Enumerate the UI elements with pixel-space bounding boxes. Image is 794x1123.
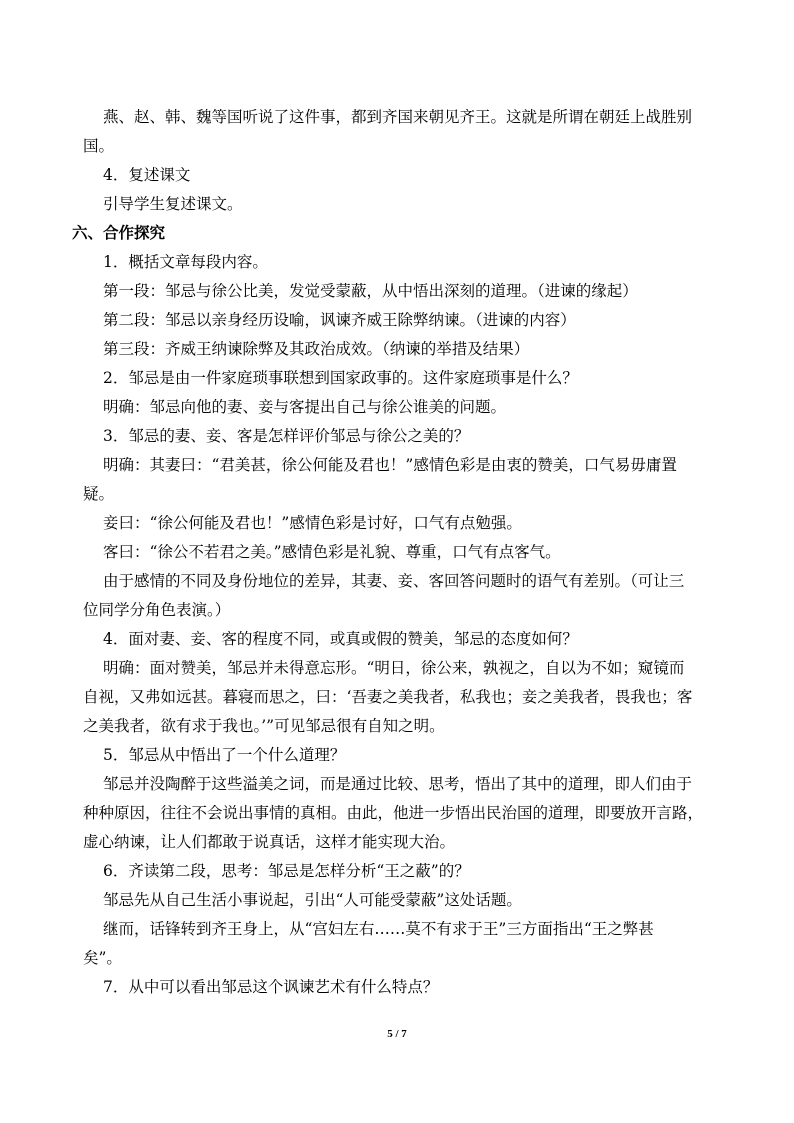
section-heading: 六、合作探究 bbox=[72, 223, 166, 242]
text-line: 位同学分角色表演。） bbox=[83, 601, 231, 619]
text-line: 燕、赵、韩、魏等国听说了这件事，都到齐国来朝见齐王。这就是所谓在朝廷上战胜别 bbox=[103, 108, 693, 126]
text-line: 1．概括文章每段内容。 bbox=[103, 253, 268, 271]
text-line: 明确：面对赞美，邹忌并未得意忘形。“明日，徐公来，孰视之，自以为不如；窥镜而 bbox=[103, 659, 685, 677]
text-line: 明确：其妻曰：“君美甚，徐公何能及君也！”感情色彩是由衷的赞美，口气易毋庸置 bbox=[103, 456, 677, 474]
text-line: 之美我者，欲有求于我也。’”可见邹忌很有自知之明。 bbox=[83, 717, 445, 735]
text-line: 5．邹忌从中悟出了一个什么道理？ bbox=[103, 746, 346, 764]
text-line: 7．从中可以看出邹忌这个讽谏艺术有什么特点？ bbox=[103, 978, 439, 996]
text-line: 2．邹忌是由一件家庭琐事联想到国家政事的。这件家庭琐事是什么？ bbox=[103, 369, 578, 387]
text-line: 客曰：“徐公不若君之美。”感情色彩是礼貌、尊重，口气有点客气。 bbox=[103, 543, 561, 561]
text-line: 邹忌先从自己生活小事说起，引出“人可能受蒙蔽”这处话题。 bbox=[103, 891, 522, 909]
text-line: 第二段：邹忌以亲身经历设喻，讽谏齐威王除弊纳谏。（进谏的内容） bbox=[103, 311, 576, 329]
text-line: 自视，又弗如远甚。暮寝而思之，曰：‘吾妻之美我者，私我也；妾之美我者，畏我也；客 bbox=[83, 688, 693, 706]
text-line: 由于感情的不同及身份地位的差异，其妻、妾、客回答问题时的语气有差别。（可让三 bbox=[103, 572, 685, 590]
text-line: 矣”。 bbox=[83, 949, 122, 967]
text-line: 继而，话锋转到齐王身上，从“宫妇左右……莫不有求于王”三方面指出“王之弊甚 bbox=[103, 920, 654, 938]
text-line: 明确：邹忌向他的妻、妾与客提出自己与徐公谁美的问题。 bbox=[103, 398, 507, 416]
text-line: 种种原因，往往不会说出事情的真相。由此，他进一步悟出民治国的道理，即要放开言路， bbox=[83, 804, 704, 822]
text-line: 第一段：邹忌与徐公比美，发觉受蒙蔽，从中悟出深刻的道理。（进谏的缘起） bbox=[103, 282, 638, 300]
page-number: 5 / 7 bbox=[387, 1028, 407, 1040]
text-line: 疑。 bbox=[83, 485, 115, 503]
text-line: 第三段：齐威王纳谏除弊及其政治成效。（纳谏的举措及结果） bbox=[103, 340, 530, 358]
text-line: 4．复述课文 bbox=[103, 166, 191, 184]
text-line: 虚心纳谏，让人们都敢于说真话，这样才能实现大治。 bbox=[83, 833, 456, 851]
text-line: 引导学生复述课文。 bbox=[103, 195, 243, 213]
text-line: 邹忌并没陶醉于这些溢美之词，而是通过比较、思考，悟出了其中的道理，即人们由于 bbox=[103, 775, 693, 793]
text-line: 妾曰：“徐公何能及君也！”感情色彩是讨好，口气有点勉强。 bbox=[103, 514, 522, 532]
text-line: 3．邹忌的妻、妾、客是怎样评价邹忌与徐公之美的？ bbox=[103, 427, 470, 445]
text-line: 4．面对妻、妾、客的程度不同，或真或假的赞美，邹忌的态度如何？ bbox=[103, 630, 578, 648]
text-line: 6．齐读第二段，思考：邹忌是怎样分析“王之蔽”的？ bbox=[103, 862, 470, 880]
text-line: 国。 bbox=[83, 137, 115, 155]
